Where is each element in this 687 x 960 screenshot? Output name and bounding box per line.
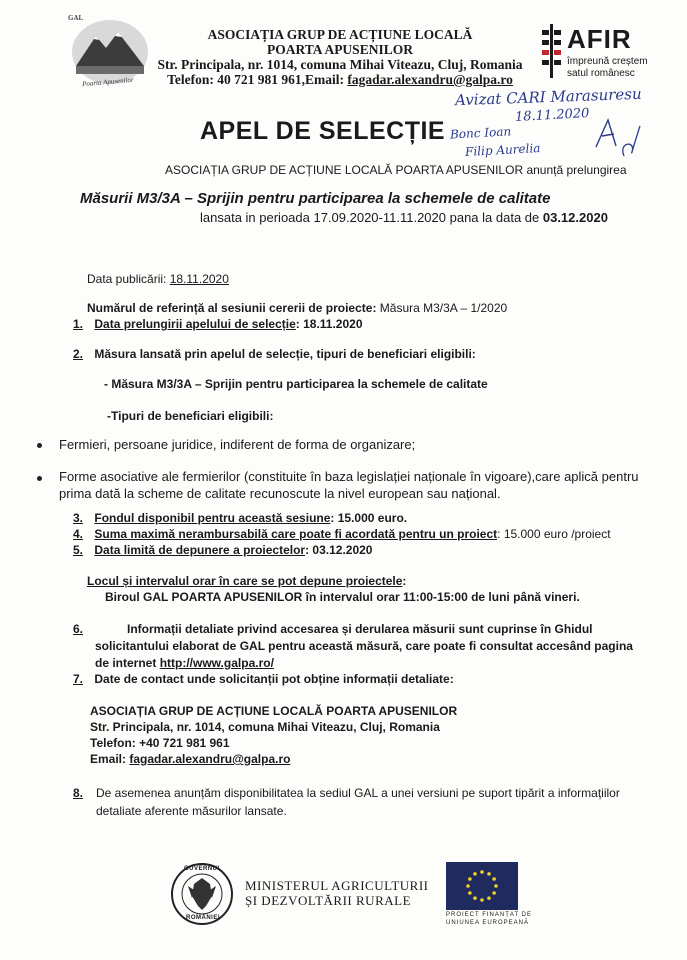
publication-date: 18.11.2020 xyxy=(169,272,229,286)
item-2-types: -Tipuri de beneficiari eligibili: xyxy=(107,409,274,423)
page-title: APEL DE SELECȚIE xyxy=(200,117,446,145)
publication-label: Data publicării: xyxy=(87,272,170,286)
item-8-line-2: detaliate aferente măsurilor lansate. xyxy=(96,804,287,818)
reference-line xyxy=(87,301,507,316)
header-phone: Telefon: 40 721 981 961,Email: xyxy=(167,72,348,87)
eu-star-icon xyxy=(480,898,484,902)
item-6-line-2: solicitantului elaborat de GAL pentru această măsură, care poate fi consultat accesând pagina xyxy=(95,639,633,653)
eu-star-icon xyxy=(473,872,477,876)
period-date: 03.12.2020 xyxy=(542,210,608,225)
reference-value: Măsura M3/3A – 1/2020 xyxy=(379,301,508,315)
handwritten-note-3: Bonc Ioan xyxy=(449,124,512,142)
item-4-label: Suma maximă nerambursabilă care poate fi acordată pentru un proiect xyxy=(94,527,498,541)
handwritten-note-1: Avizat CARI Marasuresu xyxy=(454,84,642,110)
item-7-number: 7. xyxy=(73,672,84,686)
contact-email-label: Email: xyxy=(90,752,130,766)
seal-text-bottom: ROMÂNIEI xyxy=(186,915,220,921)
eu-stars-icon xyxy=(446,862,518,910)
afir-name: AFIR xyxy=(567,24,632,54)
item-2-text: Măsura lansată prin apelul de selecție, tipuri de beneficiari eligibili: xyxy=(94,347,476,361)
eu-star-icon xyxy=(480,870,484,874)
eu-star-icon xyxy=(492,891,496,895)
contact-address: Str. Principala, nr. 1014, comuna Mihai Viteazu, Cluj, Romania xyxy=(90,720,440,734)
eu-star-icon xyxy=(494,884,498,888)
item-6-line-3-text: de internet xyxy=(95,656,160,670)
item-3-label: Fondul disponibil pentru această sesiune xyxy=(94,511,331,525)
afir-tagline-1: împreună creștem xyxy=(567,56,648,67)
item-5-value: : 03.12.2020 xyxy=(305,543,373,557)
eu-star-icon xyxy=(492,877,496,881)
item-4 xyxy=(73,527,611,542)
place-value: Biroul GAL POARTA APUSENILOR în intervalul orar 11:00-15:00 de luni până vineri. xyxy=(105,590,580,604)
item-5-label: Data limită de depunere a proiectelor xyxy=(94,543,306,557)
period-line xyxy=(200,210,608,225)
item-5-number: 5. xyxy=(73,543,84,557)
eu-star-icon xyxy=(466,884,470,888)
item-3-number: 3. xyxy=(73,511,84,525)
item-6-line-3 xyxy=(95,656,274,671)
item-2-number: 2. xyxy=(73,347,84,361)
item-1-number: 1. xyxy=(73,317,84,331)
eu-flag xyxy=(446,862,518,910)
eu-star-icon xyxy=(473,896,477,900)
gal-logo-bottom-text: Poarta Apusenilor xyxy=(81,75,135,89)
contact-email-line xyxy=(90,752,290,767)
contact-email-link[interactable]: fagadar.alexandru@galpa.ro xyxy=(129,752,291,766)
place-colon: : xyxy=(402,574,407,588)
item-5 xyxy=(73,543,372,558)
item-6-number: 6. xyxy=(73,622,84,636)
measure-title: Măsurii M3/3A – Sprijin pentru participarea la schemele de calitate xyxy=(80,190,551,207)
handwritten-note-4: Filip Aurelia xyxy=(464,141,541,159)
bullet-dot-2 xyxy=(37,476,42,481)
header-org-name: ASOCIAȚIA GRUP DE ACȚIUNE LOCALĂ xyxy=(207,27,473,42)
gal-logo-arc-text: GAL xyxy=(68,14,84,22)
afir-logo xyxy=(540,22,660,82)
eu-star-icon xyxy=(487,872,491,876)
publication-line xyxy=(87,272,229,287)
item-8-line-1: De asemenea anunțăm disponibilitatea la sediul GAL a unei versiuni pe suport tipărit a informațiilor xyxy=(96,786,620,800)
bullet-2-line-2: prima dată la scheme de calitate recunoscute la nivel european sau național. xyxy=(59,486,501,501)
galpa-website-link[interactable]: http://www.galpa.ro/ xyxy=(159,656,274,670)
item-8-number: 8. xyxy=(73,786,84,800)
seal-text-top: GUVERNUL xyxy=(184,866,222,872)
item-1-label: Data prelungirii apelului de selecție xyxy=(94,317,296,331)
eu-caption-line-2: UNIUNEA EUROPEANĂ xyxy=(446,920,530,926)
ministry-name-line-2: ȘI DEZVOLTĂRII RURALE xyxy=(245,893,412,908)
item-3 xyxy=(73,511,407,526)
government-seal xyxy=(170,862,234,926)
place-heading xyxy=(87,574,406,589)
announce-line: ASOCIAȚIA GRUP DE ACȚIUNE LOCALĂ POARTA APUSENILOR anunță prelungirea xyxy=(165,163,627,177)
item-4-number: 4. xyxy=(73,527,84,541)
eu-caption-line-1: PROIECT FINANȚAT DE xyxy=(446,912,533,918)
period-text: lansata in perioada 17.09.2020-11.11.2020 pana la data de xyxy=(200,210,543,225)
afir-tagline-2: satul românesc xyxy=(567,68,635,79)
item-8 xyxy=(73,786,83,801)
handwritten-note-2: 18.11.2020 xyxy=(514,106,590,125)
item-1 xyxy=(73,317,363,332)
item-7-text: Date de contact unde solicitanții pot obține informații detaliate: xyxy=(94,672,454,686)
contact-phone: Telefon: +40 721 981 961 xyxy=(90,736,230,750)
item-7 xyxy=(73,672,454,687)
item-2 xyxy=(73,347,476,362)
eu-star-icon xyxy=(487,896,491,900)
header-address: Str. Principala, nr. 1014, comuna Mihai Viteazu, Cluj, Romania xyxy=(157,57,523,72)
bullet-1: Fermieri, persoane juridice, indiferent de forma de organizare; xyxy=(59,437,416,452)
place-label: Locul și intervalul orar în care se pot depune proiectele xyxy=(87,574,403,588)
item-6-line-1: Informații detaliate privind accesarea și derularea măsurii sunt cuprinse în Ghidul xyxy=(127,622,593,636)
item-3-value: : 15.000 euro. xyxy=(330,511,408,525)
item-1-value: : 18.11.2020 xyxy=(295,317,363,331)
header-org-subname: POARTA APUSENILOR xyxy=(267,42,413,57)
ministry-name-line-1: MINISTERUL AGRICULTURII xyxy=(245,878,429,893)
eu-star-icon xyxy=(468,877,472,881)
eu-star-icon xyxy=(468,891,472,895)
signature-scribble-icon xyxy=(588,112,648,162)
contact-org: ASOCIAȚIA GRUP DE ACȚIUNE LOCALĂ POARTA APUSENILOR xyxy=(90,704,458,718)
item-2-measure: - Măsura M3/3A – Sprijin pentru participarea la schemele de calitate xyxy=(104,377,488,391)
item-6 xyxy=(73,622,83,637)
reference-label: Numărul de referință al sesiunii cererii de proiecte: xyxy=(87,301,380,315)
header-email-link[interactable]: fagadar.alexandru@galpa.ro xyxy=(347,72,513,87)
gal-logo xyxy=(68,14,152,90)
item-4-value: : 15.000 euro /proiect xyxy=(497,527,611,541)
bullet-dot-1 xyxy=(37,443,42,448)
afir-wheat-icon xyxy=(540,22,562,82)
bullet-2-line-1: Forme asociative ale fermierilor (constituite în baza legislației naționale în vigoare),care aplică pentru xyxy=(59,469,639,484)
header-contact xyxy=(150,72,530,88)
